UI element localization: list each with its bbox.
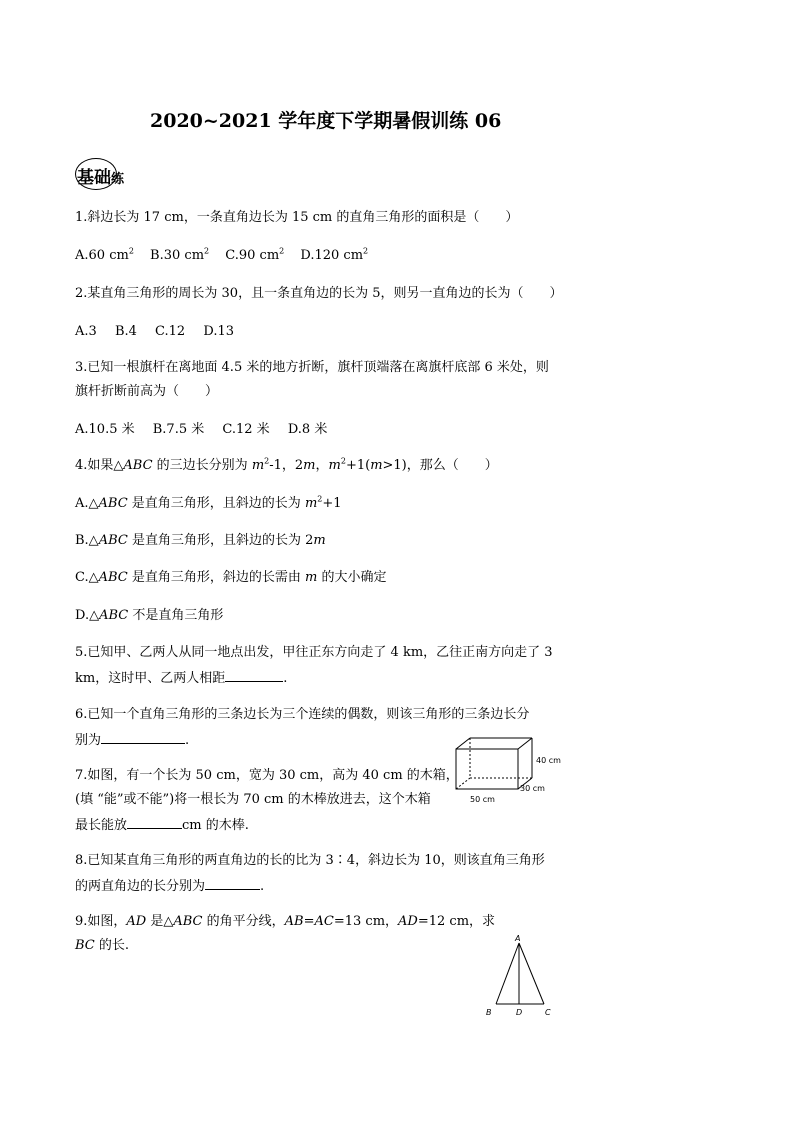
question-7-line-1: 7.如图，有一个长为 50 cm，宽为 30 cm，高为 40 cm 的木箱， [75,768,459,783]
box-height-label: 40 cm [536,756,561,765]
section-tail-text: 练 [111,172,125,187]
triangle-side-ac [519,943,544,1004]
box-hidden-edge [456,778,470,789]
question-7-line-3: 最长能放 cm 的木棒. [75,814,249,836]
box-front-face [456,749,518,789]
vertex-label-c: C [545,1008,551,1017]
q1-option-c: C.90 cm [225,248,280,263]
box-figure [452,733,562,805]
question-8-line-1: 8.已知某直角三角形的两直角边的长的比为 3∶4，斜边长为 10，则该直角三角形 [75,853,545,868]
page-title: 2020~2021 学年度下学期暑假训练 06 [150,110,502,132]
question-4-option-a: A.△ABC 是直角三角形，且斜边的长为 $m^2+1$ [75,494,342,511]
question-3-line-1: 3.已知一根旗杆在离地面 4.5 米的地方折断，旗杆顶端落在离旗杆底部 6 米处，则 [75,360,549,375]
q3-option-b: B.7.5 米 [152,422,205,437]
answer-blank-q7 [127,814,182,829]
q3-option-c: C.12 米 [222,422,270,437]
triangle-figure [480,930,560,1022]
question-5-line-1: 5.已知甲、乙两人从同一地点出发，甲往正东方向走了 4 km，乙往正南方向走了 3 [75,645,553,660]
point-label-d: D [516,1008,523,1017]
question-5-line-2: km，这时甲、乙两人相距 . [75,667,287,689]
question-1-options: A.60 $cm^2$ B.30 $cm^2$ C.90 $cm^2$ D.120 $cm^2$ [75,246,369,263]
question-1-stem: 1.斜边长为 17 cm，一条直角边长为 15 cm 的直角三角形的面积是（ ） [75,210,519,225]
box-edge [456,738,470,749]
q2-option-d: D.13 [203,324,234,339]
question-6-line-2: 别为 . [75,729,189,751]
vertex-label-b: B [486,1008,492,1017]
q1-option-d: D.120 cm [300,248,364,263]
answer-blank-q5 [225,667,283,682]
answer-blank-q6 [101,729,185,744]
question-2-stem: 2.某直角三角形的周长为 30，且一条直角边的长为 5，则另一直角边的长为（ ） [75,286,563,301]
q2-option-a: A.3 [75,324,97,339]
vertex-label-a: A [515,934,521,943]
section-oval-text: 基础 [77,168,111,188]
q3-option-d: D.8 米 [287,422,328,437]
q1-option-a: A.60 cm [75,248,129,263]
question-4-option-b: B.△ABC 是直角三角形，且斜边的长为 2m [75,533,326,548]
question-3-options [75,420,327,440]
q2-option-c: C.12 [155,324,186,339]
question-9-line-2: BC 的长. [75,938,130,953]
question-2-options [75,322,234,342]
question-9-line-1: 9.如图，AD 是△ABC 的角平分线，AB=AC=13 cm，AD=12 cm，求 [75,914,496,929]
question-8-line-2: 的两直角边的长分别为 . [75,875,264,897]
question-7-line-2: (填 “能”或不能”)将一根长为 70 cm 的木棒放进去，这个木箱 [75,792,431,807]
q3-option-a: A.10.5 米 [75,422,135,437]
question-6-line-1: 6.已知一个直角三角形的三条边长为三个连续的偶数，则该三角形的三条边长分 [75,707,530,722]
box-width-label: 30 cm [520,784,545,793]
box-length-label: 50 cm [470,795,495,804]
q1-option-b: B.30 cm [150,248,205,263]
question-4-option-c: C.△ABC 是直角三角形，斜边的长需由 m 的大小确定 [75,570,387,585]
box-edge [518,738,532,749]
question-3-line-2: 旗杆折断前高为（ ） [75,384,219,399]
question-4-stem: 4.如果△ABC 的三边长分别为 $m^2-1$，2m，$m^2+1(m>1)$，那么（ ） [75,456,498,473]
question-4-option-d: D.△ABC 不是直角三角形 [75,608,224,623]
q2-option-b: B.4 [114,324,137,339]
triangle-side-ab [496,943,519,1004]
answer-blank-q8 [205,875,260,890]
